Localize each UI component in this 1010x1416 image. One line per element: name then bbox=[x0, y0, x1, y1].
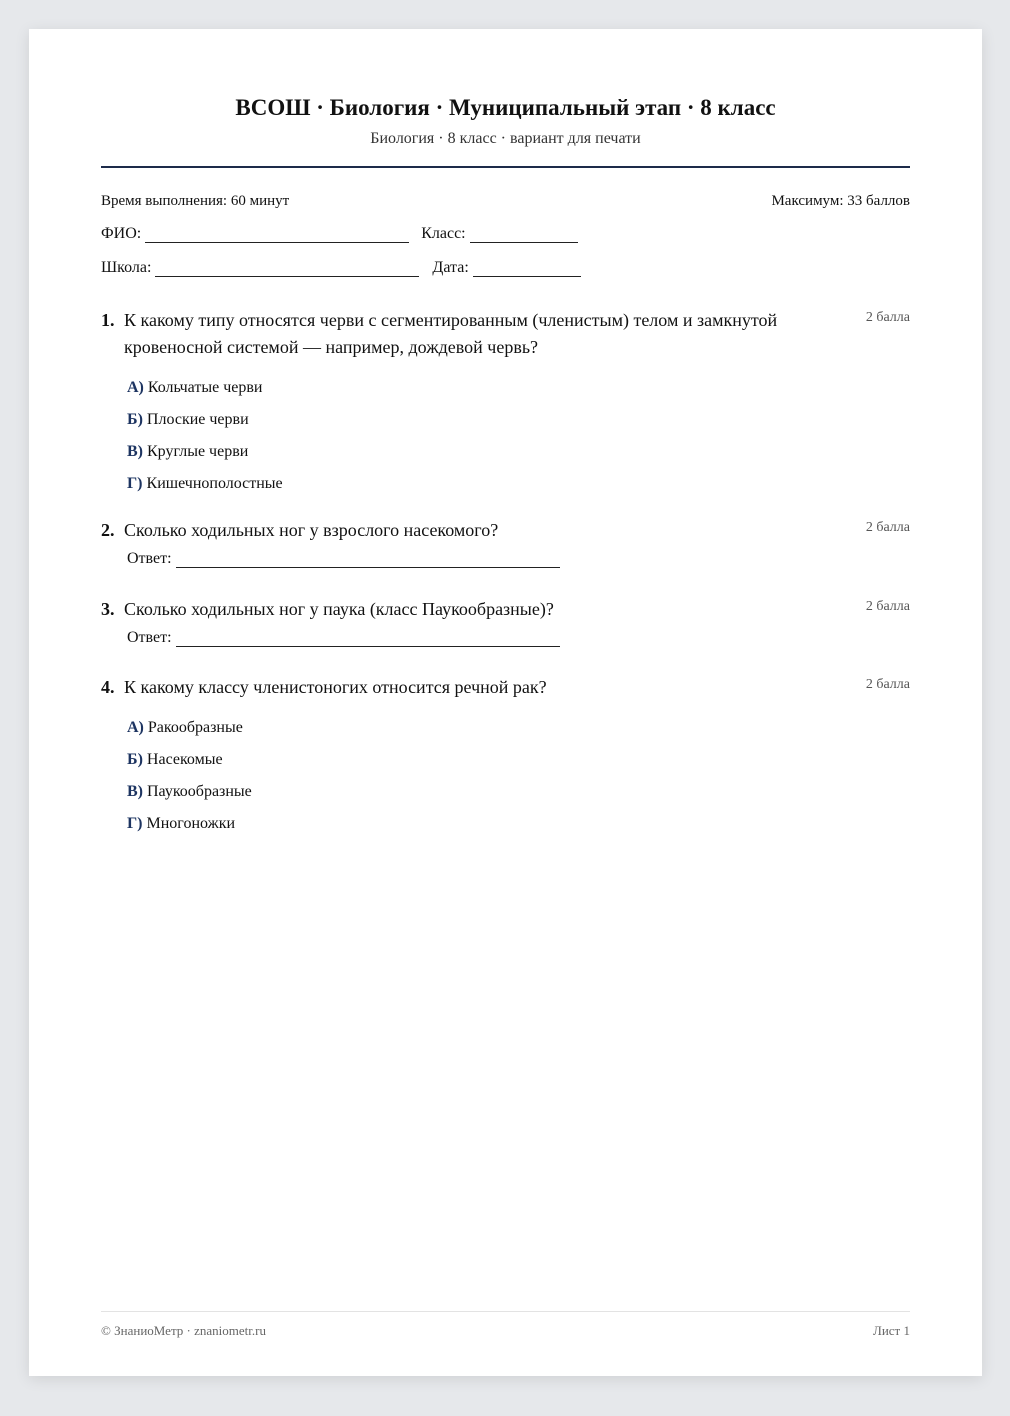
option-c[interactable] bbox=[127, 436, 910, 468]
class-label: Класс: bbox=[421, 225, 466, 242]
option-text: Круглые черви bbox=[147, 443, 249, 460]
footer-divider bbox=[101, 1311, 910, 1312]
option-b[interactable] bbox=[127, 744, 910, 776]
question-header bbox=[101, 517, 910, 544]
answer-row bbox=[127, 629, 910, 647]
question-points: 2 балла bbox=[865, 520, 910, 535]
option-letter: Б) bbox=[127, 751, 143, 768]
question-number: 2. bbox=[101, 520, 115, 540]
answer-field[interactable] bbox=[176, 630, 560, 647]
question-header bbox=[101, 674, 910, 701]
options-list bbox=[127, 372, 910, 500]
question-number: 4. bbox=[101, 677, 115, 697]
question-2 bbox=[101, 517, 910, 568]
answer-label: Ответ: bbox=[127, 629, 172, 646]
question-3 bbox=[101, 596, 910, 647]
option-text: Насекомые bbox=[146, 751, 223, 768]
option-letter: Г) bbox=[127, 475, 143, 492]
answer-label: Ответ: bbox=[127, 550, 172, 567]
option-a[interactable] bbox=[127, 372, 910, 404]
question-1 bbox=[101, 307, 910, 500]
answer-row bbox=[127, 550, 910, 568]
footer-copyright: © ЗнаниоМетр · znaniometr.ru bbox=[101, 1323, 266, 1338]
page-subtitle: Биология · 8 класс · вариант для печати bbox=[370, 130, 641, 147]
question-points: 2 балла bbox=[865, 599, 910, 614]
option-letter: В) bbox=[127, 783, 143, 800]
option-letter: Г) bbox=[127, 815, 143, 832]
option-letter: В) bbox=[127, 443, 143, 460]
option-c[interactable] bbox=[127, 776, 910, 808]
max-score: Максимум: 33 баллов bbox=[771, 193, 910, 209]
question-text: Сколько ходильных ног у паука (класс Паукообразные)? bbox=[124, 599, 554, 619]
option-text: Паукообразные bbox=[147, 783, 252, 800]
question-header bbox=[101, 307, 910, 361]
option-text: Кольчатые черви bbox=[147, 379, 263, 396]
header-divider bbox=[101, 166, 910, 168]
option-letter: А) bbox=[127, 379, 144, 396]
page-title: ВСОШ · Биология · Муниципальный этап · 8 класс bbox=[235, 95, 776, 120]
fio-field[interactable] bbox=[145, 226, 409, 243]
option-text: Ракообразные bbox=[147, 719, 243, 736]
question-points: 2 балла bbox=[865, 310, 910, 325]
school-date-row bbox=[101, 259, 581, 277]
question-header bbox=[101, 596, 910, 623]
question-text: К какому типу относятся черви с сегментированным (членистым) телом и замкнутой кровеносной системой — например, дождевой червь? bbox=[124, 310, 778, 357]
option-a[interactable] bbox=[127, 712, 910, 744]
option-text: Плоские черви bbox=[146, 411, 249, 428]
page-number: Лист 1 bbox=[873, 1323, 910, 1338]
fio-class-row bbox=[101, 225, 578, 243]
school-field[interactable] bbox=[155, 260, 419, 277]
date-field[interactable] bbox=[473, 260, 581, 277]
class-field[interactable] bbox=[470, 226, 578, 243]
answer-field[interactable] bbox=[176, 551, 560, 568]
question-text: К какому классу членистоногих относится речной рак? bbox=[124, 677, 547, 697]
fio-label: ФИО: bbox=[101, 225, 142, 242]
option-text: Многоножки bbox=[146, 815, 236, 832]
option-d[interactable] bbox=[127, 468, 910, 500]
question-points: 2 балла bbox=[865, 677, 910, 692]
time-limit: Время выполнения: 60 минут bbox=[101, 193, 290, 209]
question-text: Сколько ходильных ног у взрослого насекомого? bbox=[124, 520, 499, 540]
question-number: 1. bbox=[101, 310, 115, 330]
option-d[interactable] bbox=[127, 808, 910, 840]
question-4 bbox=[101, 674, 910, 840]
date-label: Дата: bbox=[432, 259, 469, 276]
option-text: Кишечнополостные bbox=[146, 475, 283, 492]
question-number: 3. bbox=[101, 599, 115, 619]
option-b[interactable] bbox=[127, 404, 910, 436]
school-label: Школа: bbox=[101, 259, 152, 276]
printable-sheet bbox=[29, 29, 982, 1376]
option-letter: Б) bbox=[127, 411, 143, 428]
options-list bbox=[127, 712, 910, 840]
option-letter: А) bbox=[127, 719, 144, 736]
